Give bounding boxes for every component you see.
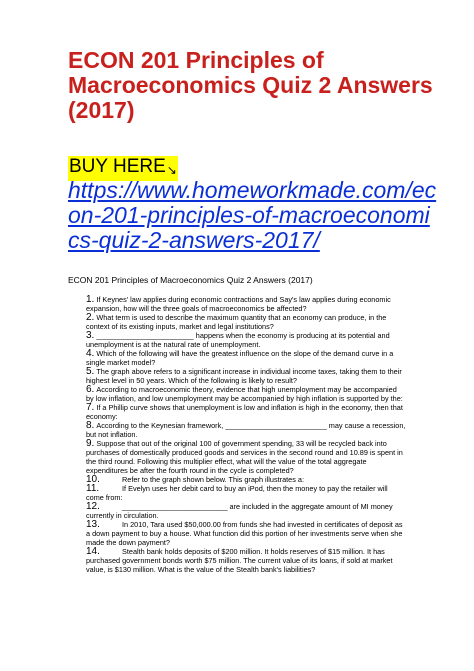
question-item (76, 421, 406, 439)
question-number: 2. (86, 312, 95, 323)
question-text: The graph above refers to a significant increase in individual income taxes, taking them to their highest level in 50 years. Which of the following is likely to result? (86, 367, 402, 385)
question-item (76, 547, 406, 574)
purchase-link[interactable]: https://www.homeworkmade.com/econ-201-principles-of-macroeconomics-quiz-2-answers-2017/ (68, 177, 437, 253)
question-item (76, 502, 406, 520)
question-item (76, 295, 406, 313)
question-item (76, 520, 406, 547)
question-text: __________________________ are included in the aggregate amount of MI money currently in circulation. (86, 502, 393, 520)
question-item (76, 367, 406, 385)
question-text: According to the Keynesian framework, _________________________ may cause a recession, but not inflation. (86, 421, 406, 439)
question-item (76, 349, 406, 367)
buy-here-text: BUY HERE (69, 156, 166, 177)
question-item (76, 331, 406, 349)
question-text: If a Phillip curve shows that unemployment is low and inflation is high in the economy, then that economy: (86, 403, 403, 421)
question-text: According to macroeconomic theory, evidence that high unemployment may be accompanied by low inflation, and low unemployment may be accompanied by high inflation is supported by the: (86, 385, 403, 403)
question-number: 11. (86, 483, 100, 494)
question-item (76, 439, 406, 475)
question-number: 8. (86, 420, 95, 431)
question-text: In 2010, Tara used $50,000.00 from funds she had invested in certificates of deposit as a down payment to buy a house. What function did this portion of her investments serve when she made the down payment? (86, 520, 403, 547)
question-text: If Keynes' law applies during economic contractions and Say's law applies during economic expansion, how will the three goals of macroeconomics be affected? (86, 295, 391, 313)
question-number: 1. (86, 294, 95, 305)
question-number: 6. (86, 384, 95, 395)
question-number: 5. (86, 366, 95, 377)
question-text: ________________________ happens when the economy is producing at its potential and unemployment is at the natural rate of unemployment. (86, 331, 390, 349)
question-item (76, 484, 406, 502)
question-item (76, 475, 406, 484)
question-number: 7. (86, 402, 95, 413)
question-number: 14. (86, 546, 100, 557)
question-number: 3. (86, 330, 95, 341)
question-number: 12. (86, 501, 100, 512)
question-list (76, 295, 406, 574)
arrow-down-right-icon: ↘ (166, 163, 177, 177)
question-number: 9. (86, 438, 95, 449)
page-title: ECON 201 Principles of Macroeconomics Quiz 2 Answers (2017) (68, 47, 433, 123)
question-item (76, 385, 406, 403)
document-subheading: ECON 201 Principles of Macroeconomics Quiz 2 Answers (2017) (68, 275, 313, 285)
question-text: What term is used to describe the maximum quantity that an economy can produce, in the context of its existing inputs, market and legal institutions? (86, 313, 387, 331)
question-item (76, 403, 406, 421)
question-number: 13. (86, 519, 100, 530)
question-text: Suppose that out of the original 100 of government spending, 33 will be recycled back into purchases of domestically produced goods and services in the second round and 10.89 is spent in the third round. Following this multiplier effect, what will the value of the total aggregate expenditures be after the fourth round in the cycle is completed? (86, 439, 403, 475)
question-text: Which of the following will have the greatest influence on the slope of the demand curve in a single market model? (86, 349, 394, 367)
question-number: 10. (86, 474, 100, 485)
question-item (76, 313, 406, 331)
question-text: If Evelyn uses her debit card to buy an iPod, then the money to pay the retailer will come from: (86, 484, 388, 502)
question-text: Refer to the graph shown below. This graph illustrates a: (122, 475, 304, 484)
question-text: Stealth bank holds deposits of $200 million. It holds reserves of $15 million. It has purchased government bonds worth $75 million. The current value of its loans, if sold at market value, is $130 million. What is the value of the Stealth bank's liabilities? (86, 547, 393, 574)
question-number: 4. (86, 348, 95, 359)
